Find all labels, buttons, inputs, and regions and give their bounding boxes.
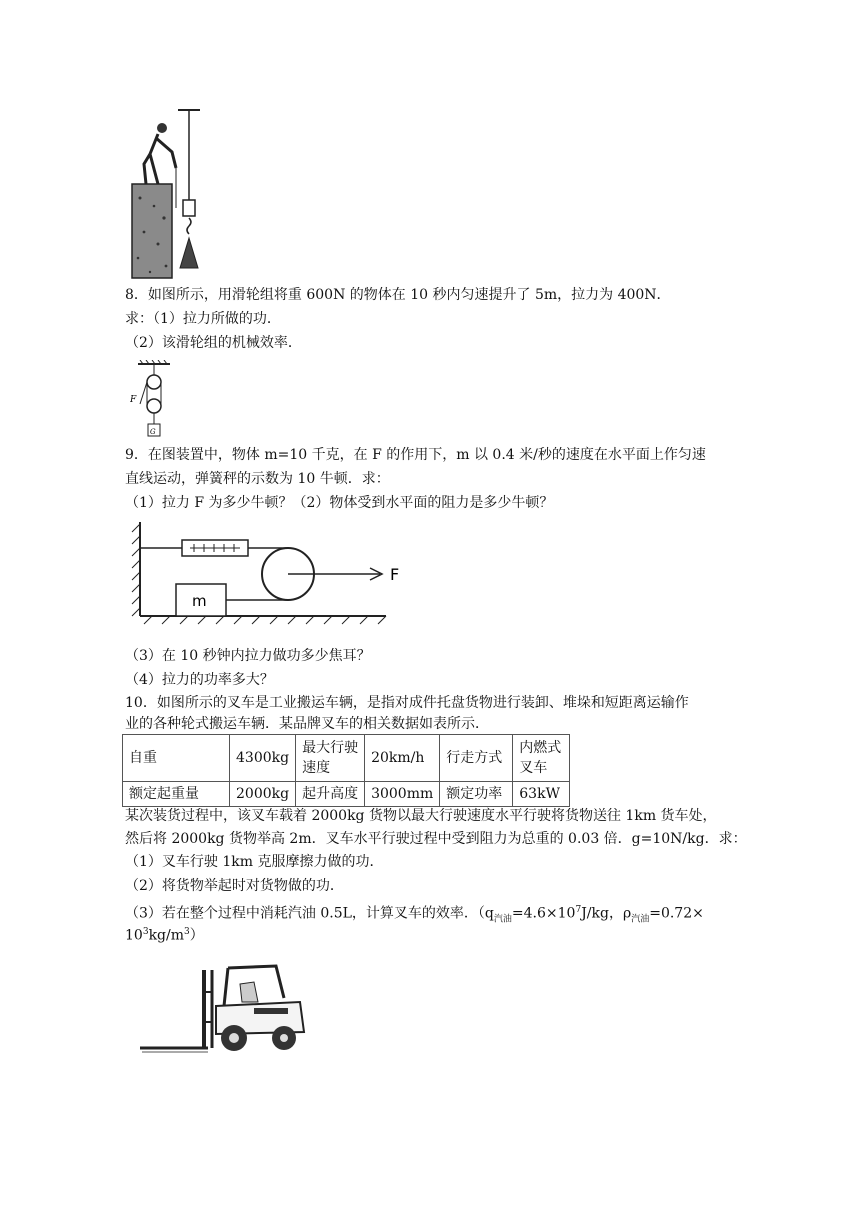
table-row bbox=[123, 735, 570, 782]
q8-fig-F-label: F bbox=[130, 395, 137, 405]
spring-scale-figure bbox=[128, 518, 418, 630]
q8-line1: 8．如图所示，用滑轮组将重 600N 的物体在 10 秒内匀速提升了 5m，拉力为 400N． bbox=[125, 287, 671, 303]
table-cell: 内燃式叉车 bbox=[513, 735, 570, 782]
table-cell: 63kW bbox=[513, 782, 570, 807]
q10-line1: 10．如图所示的叉车是工业搬运车辆，是指对成件托盘货物进行装卸、堆垛和短距离运输作 bbox=[125, 695, 689, 711]
q10-line8: $10^3kg/m^3$） bbox=[125, 927, 204, 944]
q9-fig-F-label: F bbox=[390, 565, 400, 584]
q8-line3: （2）该滑轮组的机械效率． bbox=[125, 335, 302, 351]
q10-line5: （1）叉车行驶 1km 克服摩擦力做的功． bbox=[125, 854, 384, 870]
q10-line2: 业的各种轮式搬运车辆．某品牌叉车的相关数据如表所示． bbox=[125, 716, 489, 732]
q9-line2: 直线运动，弹簧秤的示数为 10 牛顿．求： bbox=[125, 471, 390, 487]
pulley-system-figure bbox=[130, 360, 182, 440]
q9-line5: （4）拉力的功率多大？ bbox=[125, 672, 274, 688]
q10-line4: 然后将 2000kg 货物举高 2m．叉车水平行驶过程中受到阻力为总重的 0.03 倍．g=10N/kg．求： bbox=[125, 831, 747, 847]
forklift-spec-table bbox=[122, 734, 570, 807]
man-pulley-figure bbox=[128, 108, 208, 280]
q9-line3: （1）拉力 F 为多少牛顿？（2）物体受到水平面的阻力是多少牛顿？ bbox=[125, 495, 554, 511]
q10-line7: （3）若在整个过程中消耗汽油 0.5L，计算叉车的效率．（$q_{汽油}=4.6\times 10^7J/kg$，$\rho_{汽油}=0.72\times$ bbox=[125, 905, 704, 925]
table-cell: 额定功率 bbox=[440, 782, 513, 807]
q9-line4: （3）在 10 秒钟内拉力做功多少焦耳？ bbox=[125, 648, 371, 664]
table-row bbox=[123, 782, 570, 807]
q10-line3: 某次装货过程中，该叉车载着 2000kg 货物以最大行驶速度水平行驶将货物送往 1km 货车处， bbox=[125, 808, 717, 824]
table-cell: 起升高度 bbox=[296, 782, 365, 807]
table-cell: 自重 bbox=[123, 735, 230, 782]
table-cell: 3000mm bbox=[365, 782, 440, 807]
table-cell: 4300kg bbox=[230, 735, 296, 782]
q9-fig-m-label: m bbox=[192, 592, 207, 610]
q9-line1: 9．在图装置中，物体 m=10 千克，在 F 的作用下，m 以 0.4 米/秒的速度在水平面上作匀速 bbox=[125, 447, 706, 463]
forklift-figure bbox=[136, 962, 308, 1054]
table-cell: 20km/h bbox=[365, 735, 440, 782]
table-cell: 最大行驶速度 bbox=[296, 735, 365, 782]
table-cell: 额定起重量 bbox=[123, 782, 230, 807]
q8-fig-G-label: G bbox=[150, 428, 156, 436]
table-cell: 行走方式 bbox=[440, 735, 513, 782]
q8-line2: 求：（1）拉力所做的功． bbox=[125, 311, 281, 327]
q10-line6: （2）将货物举起时对货物做的功． bbox=[125, 878, 344, 894]
table-cell: 2000kg bbox=[230, 782, 296, 807]
